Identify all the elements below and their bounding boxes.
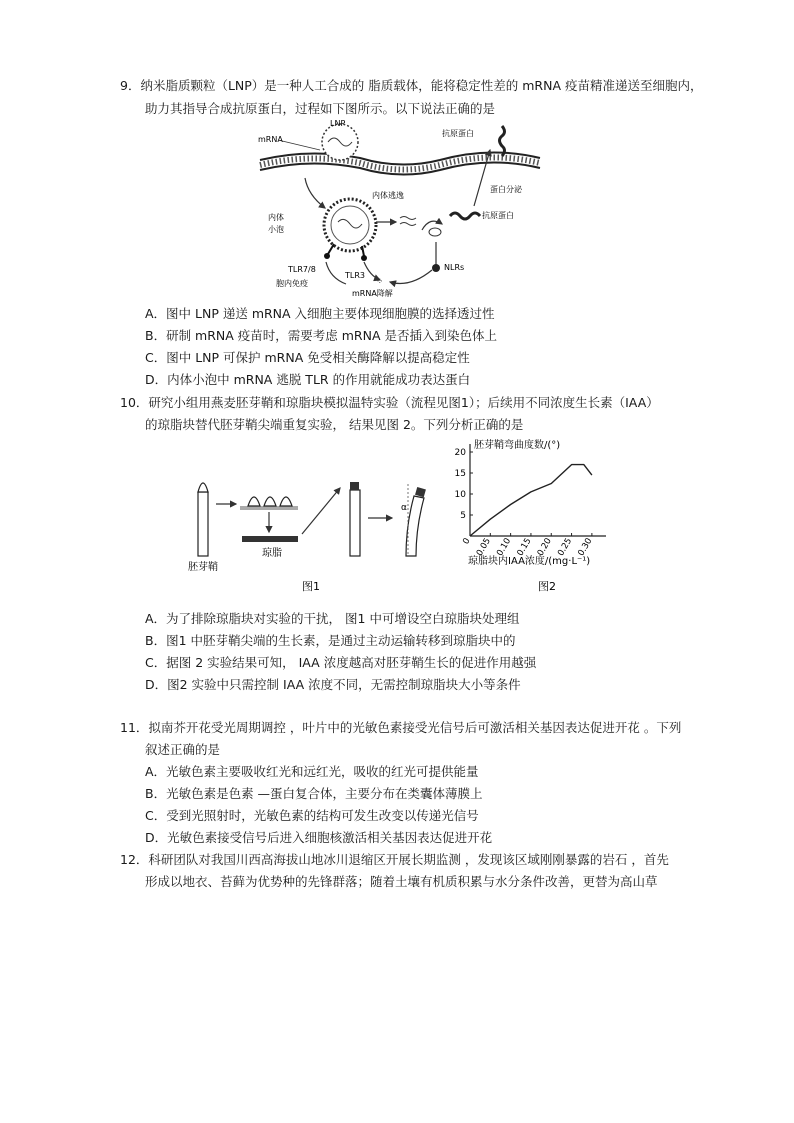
chart-y-tick-label: 5 (460, 511, 466, 521)
alpha-label: α (401, 503, 407, 513)
chart-xlabel: 琼脂块内IAA浓度/(mg·L⁻¹) (468, 556, 591, 567)
chart-x-tick-label: 0.30 (576, 536, 595, 558)
lnp-label: LNP (330, 120, 346, 128)
chart-x-tick-label: 0.15 (515, 536, 534, 558)
chart-x-tick-label: 0.05 (474, 536, 493, 558)
antigen-top-label: 抗原蛋白 (442, 129, 474, 138)
chart-y-tick-label: 15 (454, 469, 466, 479)
nlrs-label: NLRs (444, 263, 465, 272)
q10-option-c: C．据图 2 实验结果可知， IAA 浓度越高对胚芽鞘生长的促进作用越强 (145, 655, 537, 670)
chart-x-tick-label: 0.20 (535, 536, 554, 558)
chart-ylabel: 胚芽鞘弯曲度数/(°) (474, 440, 561, 451)
coleoptile-label: 胚芽鞘 (188, 562, 218, 573)
q11-option-a: A．光敏色素主要吸收红光和远红光，吸收的红光可提供能量 (145, 764, 479, 779)
q9-option-b: B．研制 mRNA 疫苗时，需要考虑 mRNA 是否插入到染色体上 (145, 328, 497, 343)
antigen-right-label: 抗原蛋白 (482, 211, 514, 220)
chart-series-line (470, 465, 592, 536)
q10-stem-line1: 10．研究小组用燕麦胚芽鞘和琼脂块模拟温特实验（流程见图1）；后续用不同浓度生长素（IAA） (120, 395, 659, 410)
q11-stem-line1: 11．拟南芥开花受光周期调控 ，叶片中的光敏色素接受光信号后可激活相关基因表达促进开花 。下列 (120, 720, 682, 735)
q10-option-d: D．图2 实验中只需控制 IAA 浓度不同，无需控制琼脂块大小等条件 (145, 677, 521, 692)
q9-option-c: C．图中 LNP 可保护 mRNA 免受相关酶降解以提高稳定性 (145, 350, 470, 365)
tlr3-label: TLR3 (345, 271, 365, 280)
chart-x-tick-label: 0 (461, 536, 473, 547)
secretion-label: 蛋白分泌 (490, 185, 522, 194)
chart-x-tick-label: 0.10 (495, 536, 514, 558)
q10-option-a: A．为了排除琼脂块对实验的干扰， 图1 中可增设空白琼脂块处理组 (145, 611, 520, 626)
q11-option-b: B．光敏色素是色素 —蛋白复合体，主要分布在类囊体薄膜上 (145, 786, 483, 801)
q10-figure2-chart (440, 436, 615, 596)
q12-stem-line1: 12．科研团队对我国川西高海拔山地冰川退缩区开展长期监测 ，发现该区域刚刚暴露的岩石 ，首先 (120, 852, 669, 867)
q10-stem-line2: 的琼脂块替代胚芽鞘尖端重复实验， 结果见图 2。下列分析正确的是 (145, 417, 524, 432)
q11-option-c: C．受到光照射时，光敏色素的结构可发生改变以传递光信号 (145, 808, 479, 823)
degrade-label: mRNA降解 (352, 289, 393, 298)
figure2-caption: 图2 (538, 580, 556, 593)
q11-stem-line2: 叙述正确的是 (145, 742, 221, 757)
svg-text:⁘: ⁘ (376, 277, 384, 287)
q9-option-d: D．内体小泡中 mRNA 逃脱 TLR 的作用就能成功表达蛋白 (145, 372, 471, 387)
q9-stem-line1: 9．纳米脂质颗粒（LNP）是一种人工合成的 脂质载体，能将稳定性差的 mRNA 疫苗精准递送至细胞内， (120, 78, 703, 93)
chart-y-tick-label: 20 (454, 448, 466, 458)
q11-option-d: D．光敏色素接受信号后进入细胞核激活相关基因表达促进开花 (145, 830, 493, 845)
escape-label: 内体逃逸 (372, 191, 404, 200)
q10-option-b: B．图1 中胚芽鞘尖端的生长素，是通过主动运输转移到琼脂块中的 (145, 633, 516, 648)
endosome-label-1: 内体 (268, 213, 284, 222)
q9-lnp-diagram (250, 120, 550, 300)
agar-label: 琼脂 (262, 548, 282, 559)
mrna-label: mRNA (258, 135, 283, 144)
q9-option-a: A．图中 LNP 递送 mRNA 入细胞主要体现细胞膜的选择透过性 (145, 306, 495, 321)
figure1-caption: 图1 (302, 580, 320, 593)
q12-stem-line2: 形成以地衣、苔藓为优势种的先锋群落；随着土壤有机质积累与水分条件改善，更替为高山草 (145, 874, 658, 889)
chart-y-tick-label: 10 (454, 490, 466, 500)
tlr78-label: TLR7/8 (288, 265, 316, 274)
q9-stem-line2: 助力其指导合成抗原蛋白，过程如下图所示。以下说法正确的是 (145, 101, 496, 116)
q10-figure1 (180, 470, 450, 600)
endosome-label-2: 小泡 (268, 225, 284, 234)
chart-x-tick-label: 0.25 (556, 536, 575, 558)
immune-label: 胞内免疫 (276, 279, 308, 288)
